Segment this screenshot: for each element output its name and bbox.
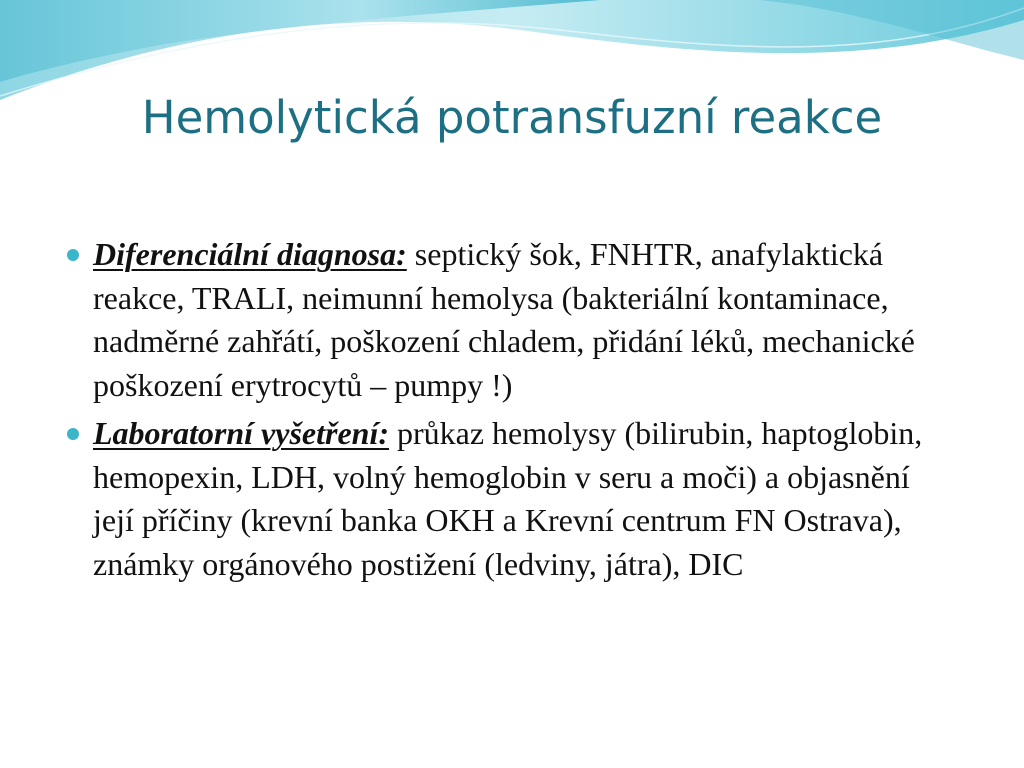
slide-title: Hemolytická potransfuzní reakce [141, 91, 883, 144]
bullet-item-lab-tests [64, 412, 954, 587]
bullet-label: Laboratorní vyšetření: [93, 414, 389, 451]
bullet-item-differential-diagnosis [64, 233, 954, 408]
bullet-list [64, 233, 954, 591]
bullet-dot-icon [67, 428, 79, 440]
bullet-label: Diferenciální diagnosa: [93, 236, 407, 272]
bullet-text: septický šok, FNHTR, anafylaktická reakce, TRALI, neimunní hemolysa (bakteriální kontaminace, nadměrné zahřátí, poškození chladem, přidání léků, mechanické poškození erytrocytů – pumpy !) [93, 236, 915, 404]
bullet-dot-icon [67, 249, 79, 261]
bullet-text: průkaz hemolysy (bilirubin, haptoglobin, hemopexin, LDH, volný hemoglobin v seru a moči) a objasnění její příčiny (krevní banka OKH a Krevní centrum FN Ostrava), známky orgánového postižení (ledviny, játra), DIC [93, 414, 923, 582]
